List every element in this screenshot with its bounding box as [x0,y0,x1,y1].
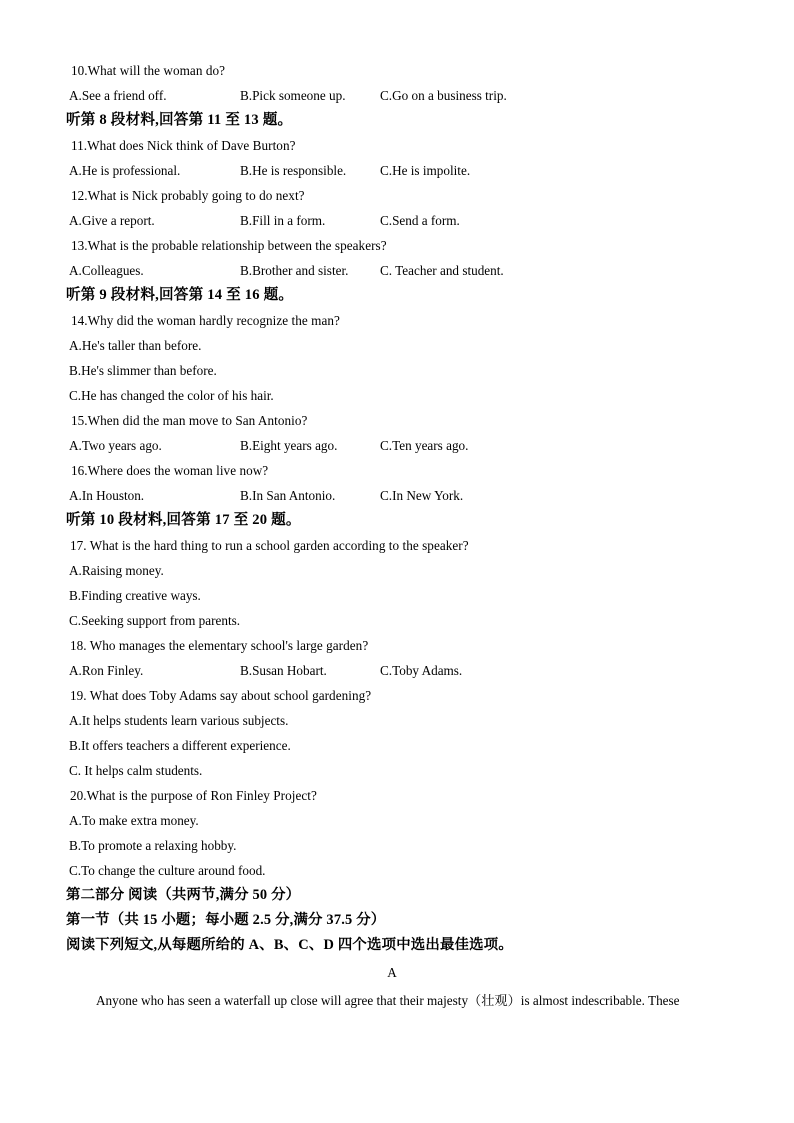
option-row-13 [66,258,728,283]
page-content [66,58,728,1013]
option-16-c[interactable]: C.In New York. [380,488,464,503]
option-11-c[interactable]: C.He is impolite. [380,163,471,178]
option-11-a[interactable]: A.He is professional. [69,163,181,178]
option-14-c[interactable]: C.He has changed the color of his hair. [69,388,274,403]
option-row-11 [66,158,728,183]
passage-text-line-1 [66,988,728,1013]
option-20-c[interactable]: C.To change the culture around food. [69,863,266,878]
option-row-10 [66,83,728,108]
option-row-15 [66,433,728,458]
reading-instruction: 阅读下列短文,从每题所给的 A、B、C、D 四个选项中选出最佳选项。 [66,937,513,953]
listening-section-heading-9: 听第 9 段材料,回答第 14 至 16 题。 [66,287,294,303]
question-stem-12: 12.What is Nick probably going to do next? [71,188,305,203]
option-12-b[interactable]: B.Fill in a form. [240,213,326,228]
option-19-a[interactable]: A.It helps students learn various subjects. [69,713,289,728]
option-16-a[interactable]: A.In Houston. [69,488,145,503]
option-10-b[interactable]: B.Pick someone up. [240,88,346,103]
option-12-a[interactable]: A.Give a report. [69,213,155,228]
option-14-a[interactable]: A.He's taller than before. [69,338,202,353]
option-20-a[interactable]: A.To make extra money. [69,813,199,828]
option-row-16 [66,483,728,508]
option-18-b[interactable]: B.Susan Hobart. [240,663,327,678]
question-stem-16: 16.Where does the woman live now? [71,463,269,478]
option-15-b[interactable]: B.Eight years ago. [240,438,338,453]
question-stem-13: 13.What is the probable relationship between the speakers? [71,238,387,253]
question-stem-18: 18. Who manages the elementary school's large garden? [70,638,369,653]
option-row-12 [66,208,728,233]
question-stem-20: 20.What is the purpose of Ron Finley Project? [70,788,317,803]
passage-label-a: A [387,965,397,980]
question-stem-15: 15.When did the man move to San Antonio? [71,413,308,428]
option-12-c[interactable]: C.Send a form. [380,213,460,228]
option-20-b[interactable]: B.To promote a relaxing hobby. [69,838,237,853]
option-10-a[interactable]: A.See a friend off. [69,88,167,103]
option-11-b[interactable]: B.He is responsible. [240,163,347,178]
passage-first-line-text: Anyone who has seen a waterfall up close will agree that their majesty（壮观）is almost indescribable. These [96,993,680,1008]
option-19-c[interactable]: C. It helps calm students. [69,763,203,778]
question-stem-17: 17. What is the hard thing to run a school garden according to the speaker? [70,538,469,553]
reading-section-heading: 第一节（共 15 小题；每小题 2.5 分,满分 37.5 分） [66,912,386,928]
option-13-c[interactable]: C. Teacher and student. [380,263,504,278]
question-stem-10: 10.What will the woman do? [71,63,226,78]
reading-part-heading: 第二部分 阅读（共两节,满分 50 分） [66,887,301,903]
option-13-a[interactable]: A.Colleagues. [69,263,144,278]
option-15-c[interactable]: C.Ten years ago. [380,438,469,453]
option-10-c[interactable]: C.Go on a business trip. [380,88,507,103]
option-17-c[interactable]: C.Seeking support from parents. [69,613,241,628]
option-19-b[interactable]: B.It offers teachers a different experience. [69,738,291,753]
option-18-a[interactable]: A.Ron Finley. [69,663,144,678]
option-17-a[interactable]: A.Raising money. [69,563,164,578]
option-15-a[interactable]: A.Two years ago. [69,438,162,453]
option-16-b[interactable]: B.In San Antonio. [240,488,336,503]
listening-section-heading-10: 听第 10 段材料,回答第 17 至 20 题。 [66,512,301,528]
option-17-b[interactable]: B.Finding creative ways. [69,588,201,603]
option-row-18 [66,658,728,683]
question-stem-11: 11.What does Nick think of Dave Burton? [71,138,296,153]
option-14-b[interactable]: B.He's slimmer than before. [69,363,217,378]
option-13-b[interactable]: B.Brother and sister. [240,263,349,278]
option-18-c[interactable]: C.Toby Adams. [380,663,463,678]
listening-section-heading-8: 听第 8 段材料,回答第 11 至 13 题。 [66,112,293,128]
question-stem-14: 14.Why did the woman hardly recognize the man? [71,313,340,328]
question-stem-19: 19. What does Toby Adams say about school gardening? [70,688,372,703]
